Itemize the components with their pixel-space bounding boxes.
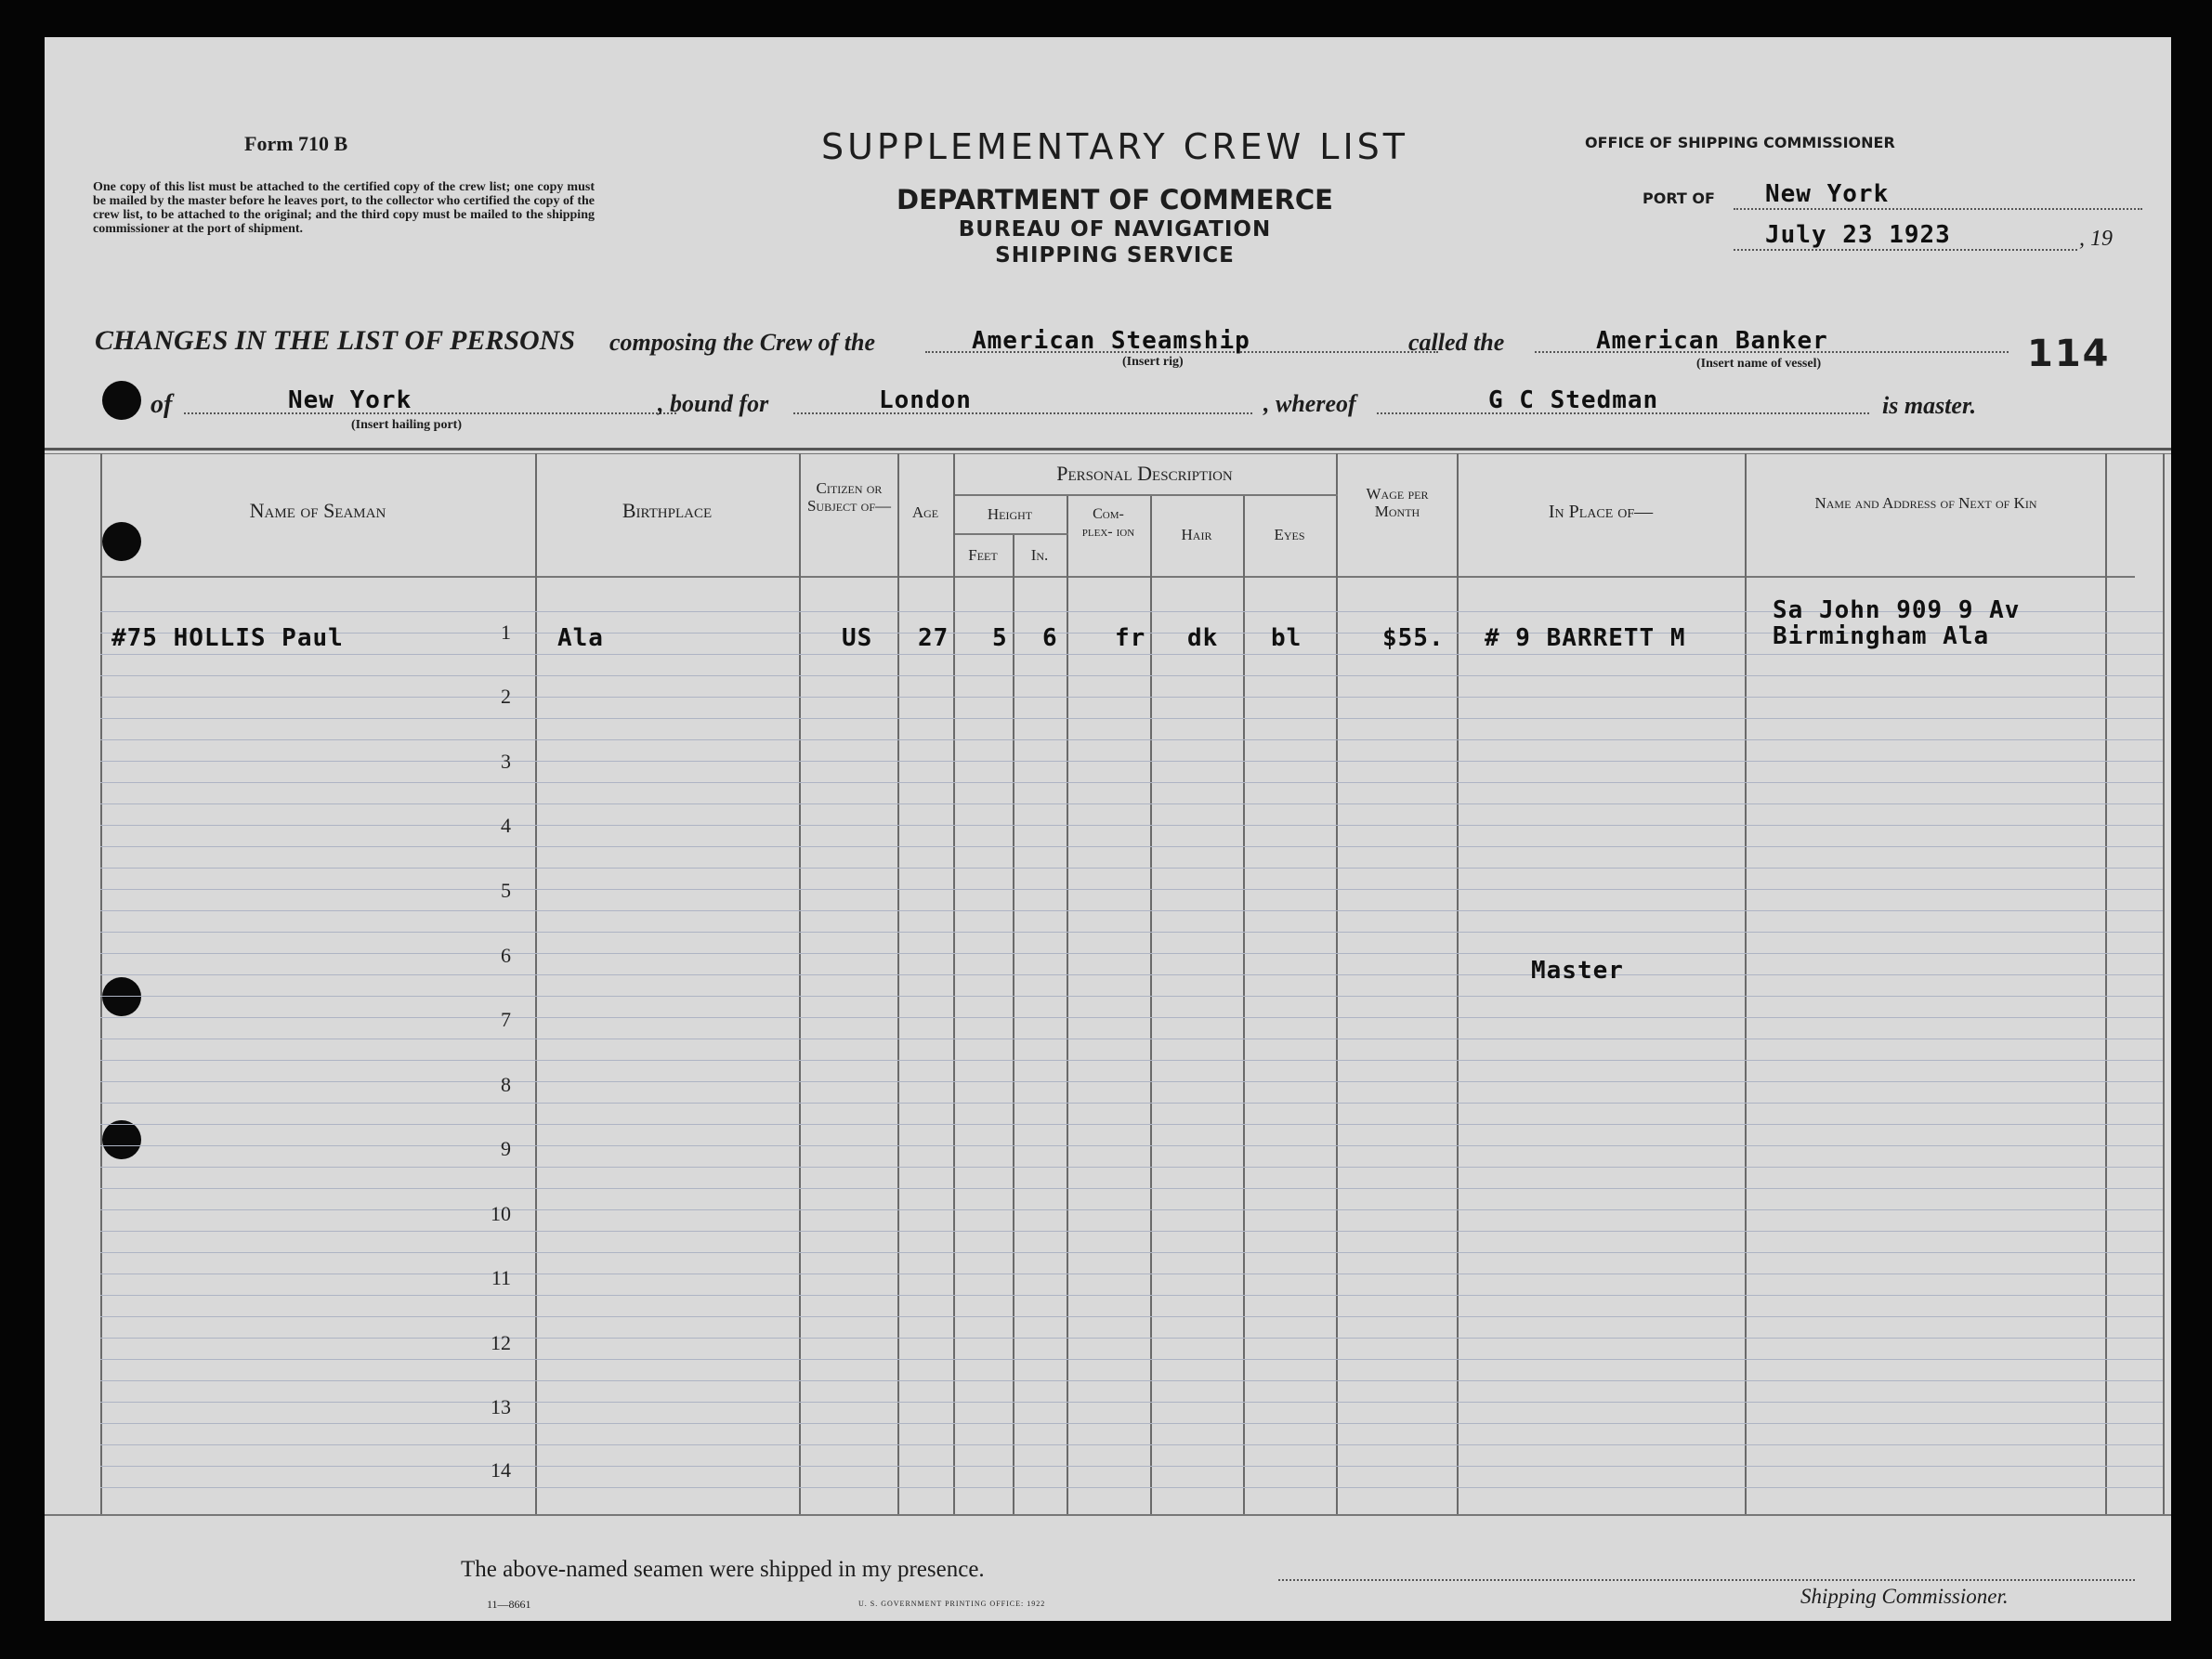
rig-value: American Steamship xyxy=(972,327,1250,355)
ruling-line xyxy=(100,718,2163,719)
header-name: Name of Seaman xyxy=(249,499,386,522)
date-line xyxy=(1734,249,2077,251)
ruling-line xyxy=(100,675,2163,676)
ruling-line xyxy=(100,697,2163,698)
ruling-line xyxy=(100,1423,2163,1424)
form-code: 11—8661 xyxy=(487,1598,531,1611)
ruling-line xyxy=(100,889,2163,890)
ruling-line xyxy=(100,974,2163,975)
col-line xyxy=(897,453,899,1514)
ruling-line xyxy=(100,1017,2163,1018)
ruling-line xyxy=(100,868,2163,869)
shipped-statement: The above-named seamen were shipped in my presence. xyxy=(461,1557,985,1582)
col-line xyxy=(2105,453,2107,1514)
header-birthplace: Birthplace xyxy=(622,499,713,522)
header-in-place: In Place of— xyxy=(1548,502,1654,522)
called-label: called the xyxy=(1408,329,1505,356)
ruling-line xyxy=(100,1444,2163,1445)
rig-hint: (Insert rig) xyxy=(1122,355,1184,369)
header-complexion: Com- plex- ion xyxy=(1081,506,1135,540)
ruling-line xyxy=(100,1466,2163,1467)
ruling-line xyxy=(100,782,2163,783)
ruling-line xyxy=(100,1252,2163,1253)
ruling-line xyxy=(100,1295,2163,1296)
col-line xyxy=(1457,453,1459,1514)
whereof-label: , whereof xyxy=(1263,390,1356,417)
vessel-hint: (Insert name of vessel) xyxy=(1696,357,1822,371)
port-value: New York xyxy=(1765,180,1890,208)
personal-sub-rule xyxy=(955,494,1338,496)
kin-line-2: Birmingham Ala xyxy=(1773,622,1990,650)
ruling-line xyxy=(100,803,2163,804)
master-value: G C Stedman xyxy=(1488,386,1659,414)
col-line xyxy=(1336,453,1338,1514)
row-number: 12 xyxy=(491,1331,511,1354)
citizen-value: US xyxy=(842,624,873,652)
form-title: SUPPLEMENTARY CREW LIST xyxy=(821,126,1408,167)
complexion-value: fr xyxy=(1115,624,1146,652)
row-number: 11 xyxy=(491,1266,511,1289)
is-master-label: is master. xyxy=(1882,392,1977,419)
punch-hole xyxy=(102,381,141,420)
col-line xyxy=(1745,453,1747,1514)
row-number: 4 xyxy=(501,814,511,837)
header-eyes: Eyes xyxy=(1274,526,1305,543)
row-number: 6 xyxy=(501,944,511,967)
ruling-line xyxy=(100,1380,2163,1381)
ruling-line xyxy=(100,825,2163,826)
age-value: 27 xyxy=(918,624,949,652)
kin-line-1: Sa John 909 9 Av xyxy=(1773,596,2021,624)
header-height: Height xyxy=(987,505,1033,523)
port-label: PORT OF xyxy=(1643,189,1715,207)
table-top-rule xyxy=(45,448,2171,451)
ruling-line xyxy=(100,1487,2163,1488)
vessel-value: American Banker xyxy=(1596,327,1828,355)
col-line xyxy=(1150,494,1152,1514)
col-line xyxy=(535,453,537,1514)
master-note: Master xyxy=(1531,957,1624,985)
header-citizen: Citizen or Subject of— xyxy=(806,479,892,515)
col-line xyxy=(1243,494,1245,1514)
ruling-line xyxy=(100,996,2163,997)
ruling-line xyxy=(100,1188,2163,1189)
wage-value: $55. xyxy=(1382,624,1445,652)
ruling-line xyxy=(100,1359,2163,1360)
row-number: 8 xyxy=(501,1073,511,1096)
ruling-line xyxy=(100,1145,2163,1146)
department: DEPARTMENT OF COMMERCE xyxy=(897,184,1333,216)
bureau: BUREAU OF NAVIGATION xyxy=(958,217,1272,242)
header-wage: Wage per Month xyxy=(1366,485,1429,520)
printing-office: U. S. GOVERNMENT PRINTING OFFICE: 1922 xyxy=(858,1600,1046,1608)
col-line xyxy=(2163,453,2165,1514)
ruling-line xyxy=(100,1338,2163,1339)
punch-hole xyxy=(102,977,141,1016)
row-number: 7 xyxy=(501,1008,511,1031)
form-number: Form 710 B xyxy=(244,132,348,155)
ruling-line xyxy=(100,1209,2163,1210)
row-number: 5 xyxy=(501,879,511,902)
signature-line xyxy=(1278,1579,2135,1581)
bound-label: , bound for xyxy=(658,390,769,417)
col-line xyxy=(100,453,102,1514)
header-kin: Name and Address of Next of Kin xyxy=(1814,494,2037,512)
punch-hole xyxy=(102,1120,141,1159)
ruling-line xyxy=(100,761,2163,762)
ruling-line xyxy=(100,1081,2163,1082)
eyes-value: bl xyxy=(1271,624,1302,652)
height-sub-rule xyxy=(955,533,1068,535)
composing-label: composing the Crew of the xyxy=(609,329,876,356)
signature-label: Shipping Commissioner. xyxy=(1800,1585,2009,1608)
ruling-line xyxy=(100,1231,2163,1232)
ruling-line xyxy=(100,1316,2163,1317)
col-line xyxy=(953,453,955,1514)
hailing-hint: (Insert hailing port) xyxy=(351,418,462,432)
birthplace-value: Ala xyxy=(557,624,604,652)
ruling-line xyxy=(100,739,2163,740)
ruling-line xyxy=(100,932,2163,933)
header-bottom-rule xyxy=(100,576,2135,578)
header-hair: Hair xyxy=(1181,526,1212,543)
row-number: 10 xyxy=(491,1202,511,1225)
table-bottom-rule xyxy=(45,1514,2171,1516)
ruling-line xyxy=(100,654,2163,655)
hair-value: dk xyxy=(1187,624,1219,652)
row-number: 9 xyxy=(501,1137,511,1160)
header-inches: In. xyxy=(1030,546,1049,564)
row-number: 2 xyxy=(501,685,511,708)
header-feet: Feet xyxy=(968,546,998,564)
row-number: 1 xyxy=(501,620,511,644)
bound-line xyxy=(793,412,1252,414)
row-number: 14 xyxy=(491,1458,511,1482)
page-number: 114 xyxy=(2027,333,2111,375)
feet-value: 5 xyxy=(992,624,1008,652)
ruling-line xyxy=(100,1060,2163,1061)
inches-value: 6 xyxy=(1042,624,1058,652)
header-age: Age xyxy=(911,503,939,521)
in-place-value: # 9 BARRETT M xyxy=(1485,624,1686,652)
port-line xyxy=(1734,208,2142,210)
punch-hole xyxy=(102,522,141,561)
row-number: 3 xyxy=(501,750,511,773)
hailing-value: New York xyxy=(288,386,412,414)
col-line xyxy=(799,453,801,1514)
ruling-line xyxy=(100,1124,2163,1125)
col-line xyxy=(1067,494,1068,1514)
ruling-line xyxy=(100,953,2163,954)
col-line xyxy=(1013,533,1014,1514)
seaman-name: #75 HOLLIS Paul xyxy=(111,624,344,652)
ruling-line xyxy=(100,846,2163,847)
hailing-line xyxy=(184,412,676,414)
ruling-line xyxy=(100,1103,2163,1104)
of-label: of xyxy=(151,390,173,419)
ruling-line xyxy=(100,1402,2163,1403)
row-number: 13 xyxy=(491,1395,511,1418)
ruling-line xyxy=(100,1167,2163,1168)
date-value: July 23 1923 xyxy=(1765,221,1951,249)
service: SHIPPING SERVICE xyxy=(995,243,1235,268)
office-label: OFFICE OF SHIPPING COMMISSIONER xyxy=(1585,134,1895,151)
table-top-rule-2 xyxy=(45,453,2171,454)
date-suffix: , 19 xyxy=(2079,227,2113,251)
form-instructions: One copy of this list must be attached to the certified copy of the crew list; one copy must be mailed by the master before he leaves port, to the collector who certified the copy of the crew list, to be attached to the original; and the third copy must be mailed to the shipping commissioner at the port of shipment. xyxy=(93,180,595,236)
header-personal: Personal Description xyxy=(1056,462,1233,485)
ruling-line xyxy=(100,910,2163,911)
bound-value: London xyxy=(879,386,972,414)
crew-list-form xyxy=(45,37,2171,1621)
changes-label: CHANGES IN THE LIST OF PERSONS xyxy=(95,325,576,356)
